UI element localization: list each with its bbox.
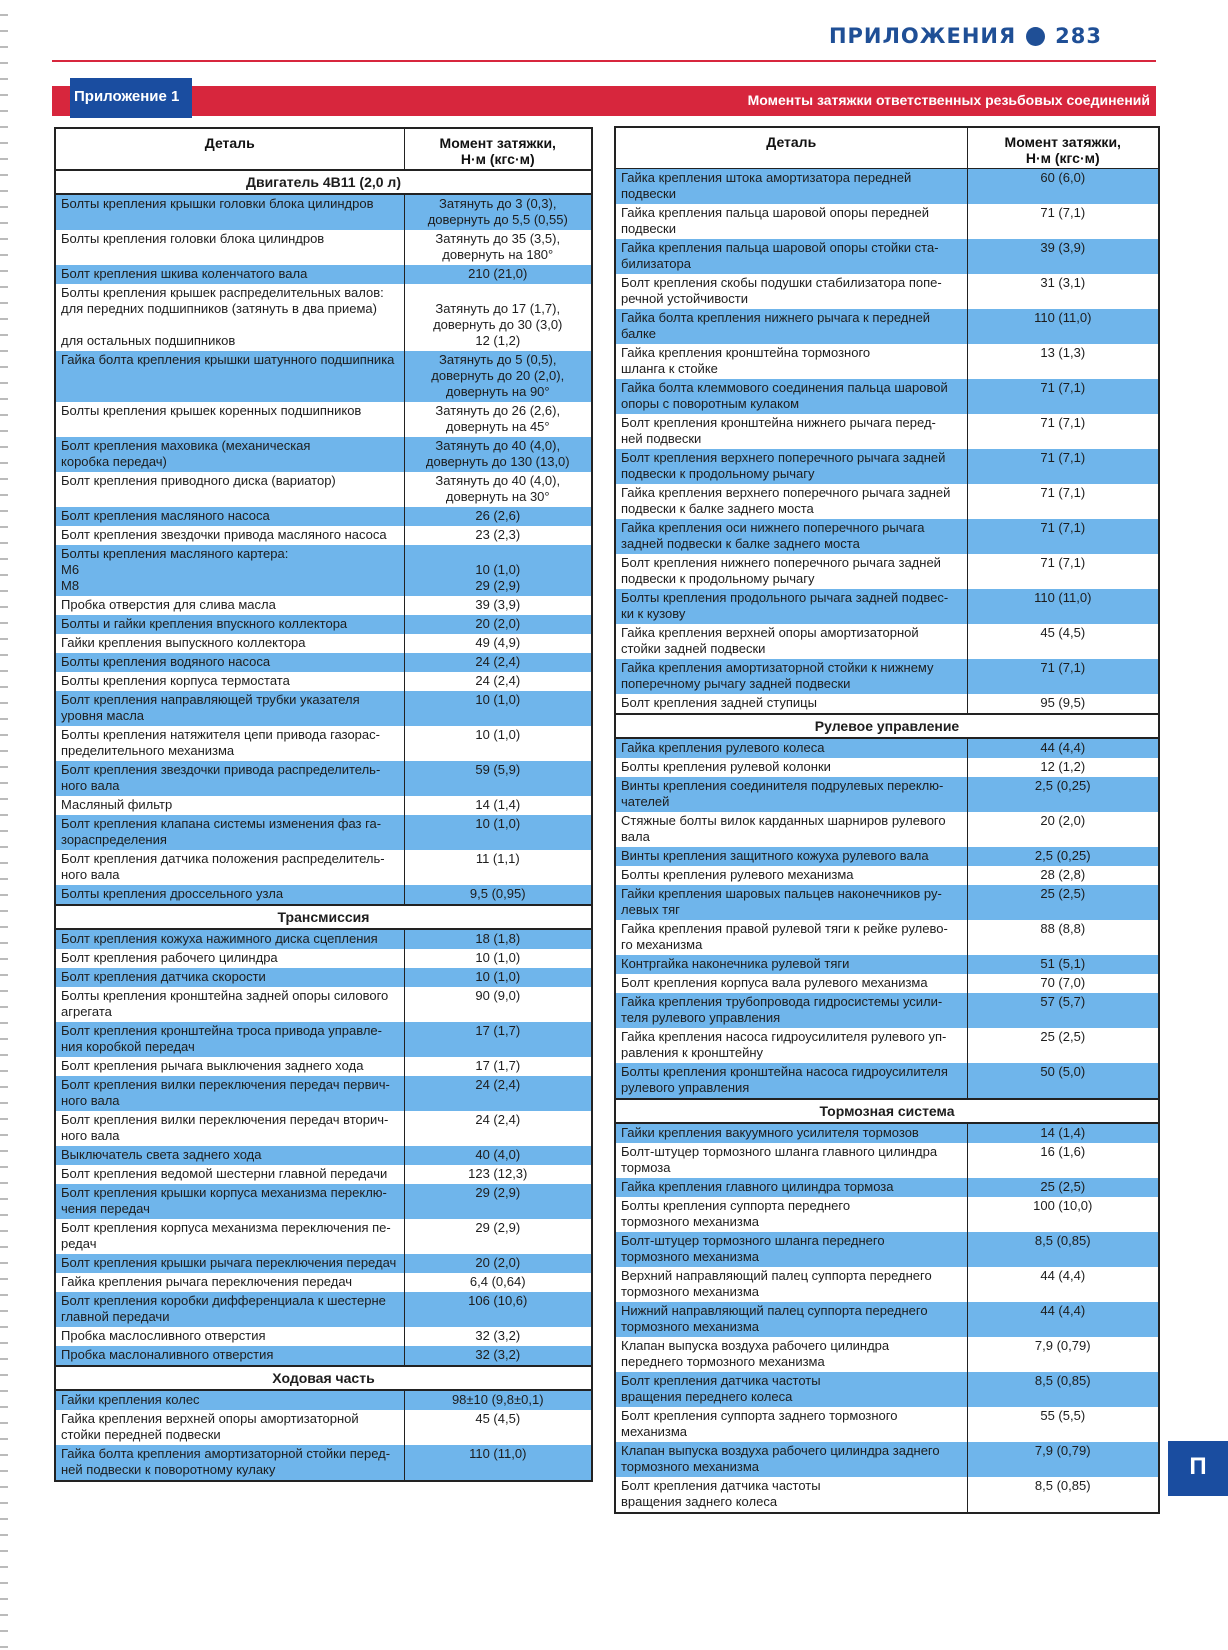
detail-cell: Гайка болта крепления крышки шатунного подшипника <box>55 351 404 402</box>
detail-cell: Гайка крепления кронштейна тормозного шланга к стойке <box>615 344 967 379</box>
detail-cell: Пробка маслосливного отверстия <box>55 1327 404 1346</box>
detail-cell: Верхний направляющий палец суппорта переднего тормозного механизма <box>615 1267 967 1302</box>
table-row <box>615 1372 1159 1407</box>
table-row <box>55 1327 592 1346</box>
torque-cell: 32 (3,2) <box>404 1346 592 1366</box>
torque-cell: 10 (1,0) <box>404 968 592 987</box>
detail-cell: Гайка крепления амортизаторной стойки к нижнему поперечному рычагу задней подвески <box>615 659 967 694</box>
table-row <box>55 1292 592 1327</box>
table-row <box>615 993 1159 1028</box>
detail-cell: Болт крепления суппорта заднего тормозного механизма <box>615 1407 967 1442</box>
section-heading: Трансмиссия <box>55 905 592 929</box>
detail-cell: Болт крепления крышки рычага переключения передач <box>55 1254 404 1273</box>
torque-cell: 18 (1,8) <box>404 929 592 949</box>
detail-cell: Болты крепления рулевого механизма <box>615 866 967 885</box>
detail-cell: Болт-штуцер тормозного шланга переднего тормозного механизма <box>615 1232 967 1267</box>
table-row <box>55 1254 592 1273</box>
table-row <box>55 634 592 653</box>
torque-cell: 20 (2,0) <box>404 1254 592 1273</box>
table-row <box>55 796 592 815</box>
torque-cell: 110 (11,0) <box>404 1445 592 1481</box>
detail-cell: Болт крепления вилки переключения передач первич- ного вала <box>55 1076 404 1111</box>
detail-cell: Гайка крепления штока амортизатора передней подвески <box>615 169 967 205</box>
torque-cell: 59 (5,9) <box>404 761 592 796</box>
table-row <box>55 402 592 437</box>
table-row <box>615 694 1159 714</box>
torque-cell: 110 (11,0) <box>967 589 1159 624</box>
torque-cell: 51 (5,1) <box>967 955 1159 974</box>
table-row <box>55 1273 592 1292</box>
table-row <box>615 484 1159 519</box>
torque-cell: 57 (5,7) <box>967 993 1159 1028</box>
detail-cell: Гайки крепления шаровых пальцев наконечников ру- левых тяг <box>615 885 967 920</box>
detail-cell: Болт крепления нижнего поперечного рычага задней подвески к продольному рычагу <box>615 554 967 589</box>
appendix-title: Моменты затяжки ответственных резьбовых соединений <box>747 92 1150 108</box>
column-header-detail: Деталь <box>55 128 404 170</box>
torque-cell: 25 (2,5) <box>967 1028 1159 1063</box>
table-row <box>55 351 592 402</box>
torque-cell: 17 (1,7) <box>404 1057 592 1076</box>
table-row <box>55 1146 592 1165</box>
detail-cell: Контргайка наконечника рулевой тяги <box>615 955 967 974</box>
detail-cell: Болты крепления корпуса термостата <box>55 672 404 691</box>
torque-cell: 40 (4,0) <box>404 1146 592 1165</box>
torque-cell: 71 (7,1) <box>967 379 1159 414</box>
table-row <box>55 545 592 596</box>
detail-cell: Гайки крепления колес <box>55 1390 404 1410</box>
torque-cell: 26 (2,6) <box>404 507 592 526</box>
torque-cell: 88 (8,8) <box>967 920 1159 955</box>
torque-cell: 71 (7,1) <box>967 519 1159 554</box>
section-heading: Тормозная система <box>615 1099 1159 1123</box>
table-row <box>55 1057 592 1076</box>
torque-table-left <box>54 127 593 1482</box>
table-row <box>615 1267 1159 1302</box>
detail-cell: Болт крепления крышки корпуса механизма переклю- чения передач <box>55 1184 404 1219</box>
torque-cell: 11 (1,1) <box>404 850 592 885</box>
torque-cell: 98±10 (9,8±0,1) <box>404 1390 592 1410</box>
torque-cell: 210 (21,0) <box>404 265 592 284</box>
table-row <box>615 344 1159 379</box>
detail-cell: Болт крепления масляного насоса <box>55 507 404 526</box>
torque-cell: 32 (3,2) <box>404 1327 592 1346</box>
table-row <box>55 815 592 850</box>
detail-cell: Болты крепления рулевой колонки <box>615 758 967 777</box>
table-row <box>615 758 1159 777</box>
torque-cell: Затянуть до 40 (4,0), довернуть до 130 (13,0) <box>404 437 592 472</box>
table-row <box>615 1178 1159 1197</box>
torque-cell: 71 (7,1) <box>967 484 1159 519</box>
torque-header-line1: Момент затяжки, <box>1004 134 1121 150</box>
detail-cell: Болты крепления кронштейна насоса гидроусилителя рулевого управления <box>615 1063 967 1099</box>
torque-cell: 13 (1,3) <box>967 344 1159 379</box>
detail-cell: Пробка маслоналивного отверстия <box>55 1346 404 1366</box>
detail-cell: Гайка крепления трубопровода гидросистемы усили- теля рулевого управления <box>615 993 967 1028</box>
torque-cell: 31 (3,1) <box>967 274 1159 309</box>
table-row <box>55 1184 592 1219</box>
torque-cell: 6,4 (0,64) <box>404 1273 592 1292</box>
torque-cell: 44 (4,4) <box>967 1267 1159 1302</box>
table-row <box>615 519 1159 554</box>
torque-cell: 8,5 (0,85) <box>967 1372 1159 1407</box>
table-row <box>55 1111 592 1146</box>
torque-header-line1: Момент затяжки, <box>439 135 556 151</box>
torque-cell: 24 (2,4) <box>404 653 592 672</box>
torque-cell: 29 (2,9) <box>404 1184 592 1219</box>
table-row <box>615 974 1159 993</box>
table-row <box>615 955 1159 974</box>
table-row <box>55 1076 592 1111</box>
table-row <box>615 1197 1159 1232</box>
torque-cell: 45 (4,5) <box>967 624 1159 659</box>
page-number: 283 <box>1055 24 1102 48</box>
torque-cell: 14 (1,4) <box>404 796 592 815</box>
table-row <box>615 1477 1159 1513</box>
torque-cell: 110 (11,0) <box>967 309 1159 344</box>
torque-cell: 10 (1,0) <box>404 726 592 761</box>
detail-cell: Гайка крепления верхнего поперечного рычага задней подвески к балке заднего моста <box>615 484 967 519</box>
torque-cell: Затянуть до 35 (3,5), довернуть на 180° <box>404 230 592 265</box>
detail-cell: Гайки крепления вакуумного усилителя тормозов <box>615 1123 967 1143</box>
table-row <box>615 554 1159 589</box>
detail-cell: Болты крепления крышки головки блока цилиндров <box>55 194 404 230</box>
torque-header-line2: Н·м (кгс·м) <box>460 151 535 167</box>
torque-cell: 44 (4,4) <box>967 738 1159 758</box>
detail-cell: Болт крепления задней ступицы <box>615 694 967 714</box>
bullet-icon <box>1026 27 1045 46</box>
table-row <box>615 1442 1159 1477</box>
table-row <box>55 885 592 905</box>
torque-cell: 20 (2,0) <box>967 812 1159 847</box>
table-row <box>55 1165 592 1184</box>
column-header-torque <box>404 128 592 170</box>
torque-cell: 10 (1,0) <box>404 691 592 726</box>
detail-cell: Винты крепления соединителя подрулевых переклю- чателей <box>615 777 967 812</box>
detail-cell: Болт крепления маховика (механическая коробка передач) <box>55 437 404 472</box>
section-heading-row <box>55 905 592 929</box>
table-row <box>615 1337 1159 1372</box>
section-title: ПРИЛОЖЕНИЯ <box>828 24 1017 48</box>
torque-cell: 49 (4,9) <box>404 634 592 653</box>
detail-cell: Болт-штуцер тормозного шланга главного цилиндра тормоза <box>615 1143 967 1178</box>
table-row <box>55 596 592 615</box>
torque-cell: 71 (7,1) <box>967 414 1159 449</box>
table-row <box>55 194 592 230</box>
table-row <box>55 653 592 672</box>
table-row <box>55 1022 592 1057</box>
table-row <box>55 726 592 761</box>
table-row <box>615 204 1159 239</box>
detail-cell: Болт крепления коробки дифференциала к шестерне главной передачи <box>55 1292 404 1327</box>
header-rule <box>52 60 1156 62</box>
table-row <box>55 437 592 472</box>
torque-cell: 24 (2,4) <box>404 1076 592 1111</box>
section-heading: Рулевое управление <box>615 714 1159 738</box>
torque-cell: 71 (7,1) <box>967 204 1159 239</box>
detail-cell: Болты крепления дроссельного узла <box>55 885 404 905</box>
torque-cell: 70 (7,0) <box>967 974 1159 993</box>
detail-cell: Болты крепления кронштейна задней опоры силового агрегата <box>55 987 404 1022</box>
table-row <box>55 1219 592 1254</box>
detail-cell: Масляный фильтр <box>55 796 404 815</box>
table-row <box>615 309 1159 344</box>
table-row <box>615 379 1159 414</box>
detail-cell: Выключатель света заднего хода <box>55 1146 404 1165</box>
detail-cell: Болт крепления кожуха нажимного диска сцепления <box>55 929 404 949</box>
detail-cell: Болты крепления крышек распределительных валов: для передних подшипников (затянуть в два приема) для остальных подшипников <box>55 284 404 351</box>
table-row <box>615 449 1159 484</box>
table-row <box>55 1390 592 1410</box>
detail-cell: Болты крепления продольного рычага задней подвес- ки к кузову <box>615 589 967 624</box>
table-row <box>55 507 592 526</box>
torque-cell: 55 (5,5) <box>967 1407 1159 1442</box>
detail-cell: Болт крепления направляющей трубки указателя уровня масла <box>55 691 404 726</box>
torque-cell: 9,5 (0,95) <box>404 885 592 905</box>
table-row <box>615 169 1159 205</box>
detail-cell: Болты крепления натяжителя цепи привода газорас- пределительного механизма <box>55 726 404 761</box>
detail-cell: Болты и гайки крепления впускного коллектора <box>55 615 404 634</box>
appendix-tab: Приложение 1 <box>70 78 192 118</box>
table-row <box>55 691 592 726</box>
torque-cell: Затянуть до 17 (1,7), довернуть до 30 (3,0) 12 (1,2) <box>404 284 592 351</box>
torque-cell: 10 (1,0) <box>404 815 592 850</box>
table-row <box>615 239 1159 274</box>
table-row <box>615 1028 1159 1063</box>
detail-cell: Гайка крепления пальца шаровой опоры передней подвески <box>615 204 967 239</box>
section-heading-row <box>615 1099 1159 1123</box>
detail-cell: Болт крепления звездочки привода распределитель- ного вала <box>55 761 404 796</box>
table-row <box>55 265 592 284</box>
detail-cell: Болт крепления вилки переключения передач вторич- ного вала <box>55 1111 404 1146</box>
detail-cell: Болт крепления клапана системы изменения фаз га- зораспределения <box>55 815 404 850</box>
table-row <box>615 1232 1159 1267</box>
table-row <box>615 920 1159 955</box>
table-row <box>55 949 592 968</box>
table-row <box>615 659 1159 694</box>
torque-cell: 8,5 (0,85) <box>967 1232 1159 1267</box>
table-row <box>55 929 592 949</box>
detail-cell: Гайка крепления рулевого колеса <box>615 738 967 758</box>
table-row <box>615 414 1159 449</box>
detail-cell: Винты крепления защитного кожуха рулевого вала <box>615 847 967 866</box>
detail-cell: Болт крепления звездочки привода масляного насоса <box>55 526 404 545</box>
detail-cell: Гайка болта крепления амортизаторной стойки перед- ней подвески к поворотному кулаку <box>55 1445 404 1481</box>
detail-cell: Болт крепления верхнего поперечного рычага задней подвески к продольному рычагу <box>615 449 967 484</box>
torque-cell: 71 (7,1) <box>967 659 1159 694</box>
detail-cell: Болт крепления датчика положения распределитель- ного вала <box>55 850 404 885</box>
table-row <box>55 1410 592 1445</box>
torque-cell: 29 (2,9) <box>404 1219 592 1254</box>
section-heading: Двигатель 4В11 (2,0 л) <box>55 170 592 194</box>
column-header-torque <box>967 127 1159 169</box>
torque-cell: 44 (4,4) <box>967 1302 1159 1337</box>
torque-cell: 12 (1,2) <box>967 758 1159 777</box>
section-heading-row <box>55 1366 592 1390</box>
torque-cell: 71 (7,1) <box>967 554 1159 589</box>
table-row <box>615 738 1159 758</box>
table-row <box>615 777 1159 812</box>
torque-cell: 106 (10,6) <box>404 1292 592 1327</box>
detail-cell: Пробка отверстия для слива масла <box>55 596 404 615</box>
section-heading-row <box>55 170 592 194</box>
table-row <box>615 624 1159 659</box>
table-row <box>55 987 592 1022</box>
detail-cell: Болт крепления датчика частоты вращения переднего колеса <box>615 1372 967 1407</box>
detail-cell: Гайка болта клеммового соединения пальца шаровой опоры с поворотным кулаком <box>615 379 967 414</box>
torque-cell: 50 (5,0) <box>967 1063 1159 1099</box>
torque-cell: 39 (3,9) <box>967 239 1159 274</box>
table-row <box>55 526 592 545</box>
table-row <box>615 1302 1159 1337</box>
detail-cell: Болты крепления суппорта переднего тормозного механизма <box>615 1197 967 1232</box>
section-heading-row <box>615 714 1159 738</box>
torque-cell: Затянуть до 26 (2,6), довернуть на 45° <box>404 402 592 437</box>
torque-cell: 45 (4,5) <box>404 1410 592 1445</box>
table-row <box>615 1407 1159 1442</box>
detail-cell: Болт крепления кронштейна нижнего рычага перед- ней подвески <box>615 414 967 449</box>
torque-cell: 25 (2,5) <box>967 885 1159 920</box>
torque-cell: 16 (1,6) <box>967 1143 1159 1178</box>
table-row <box>55 850 592 885</box>
detail-cell: Болт крепления шкива коленчатого вала <box>55 265 404 284</box>
torque-cell: 95 (9,5) <box>967 694 1159 714</box>
detail-cell: Гайка крепления оси нижнего поперечного рычага задней подвески к балке заднего моста <box>615 519 967 554</box>
torque-cell: Затянуть до 3 (0,3), довернуть до 5,5 (0,55) <box>404 194 592 230</box>
detail-cell: Гайка крепления главного цилиндра тормоза <box>615 1178 967 1197</box>
section-tab: П <box>1168 1441 1228 1496</box>
torque-cell: 25 (2,5) <box>967 1178 1159 1197</box>
table-row <box>55 615 592 634</box>
torque-cell: 39 (3,9) <box>404 596 592 615</box>
detail-cell: Гайка крепления пальца шаровой опоры стойки ста- билизатора <box>615 239 967 274</box>
torque-cell: 71 (7,1) <box>967 449 1159 484</box>
detail-cell: Гайка крепления верхней опоры амортизаторной стойки задней подвески <box>615 624 967 659</box>
detail-cell: Болты крепления водяного насоса <box>55 653 404 672</box>
detail-cell: Болты крепления головки блока цилиндров <box>55 230 404 265</box>
table-row <box>615 847 1159 866</box>
torque-cell: Затянуть до 5 (0,5), довернуть до 20 (2,0), довернуть на 90° <box>404 351 592 402</box>
table-row <box>55 1346 592 1366</box>
torque-cell: Затянуть до 40 (4,0), довернуть на 30° <box>404 472 592 507</box>
detail-cell: Стяжные болты вилок карданных шарниров рулевого вала <box>615 812 967 847</box>
detail-cell: Болт крепления рабочего цилиндра <box>55 949 404 968</box>
torque-cell: 2,5 (0,25) <box>967 847 1159 866</box>
detail-cell: Болт крепления рычага выключения заднего хода <box>55 1057 404 1076</box>
table-row <box>615 589 1159 624</box>
torque-cell: 90 (9,0) <box>404 987 592 1022</box>
torque-cell: 2,5 (0,25) <box>967 777 1159 812</box>
torque-cell: 100 (10,0) <box>967 1197 1159 1232</box>
torque-cell: 7,9 (0,79) <box>967 1337 1159 1372</box>
table-row <box>55 1445 592 1481</box>
detail-cell: Болт крепления датчика скорости <box>55 968 404 987</box>
detail-cell: Болт крепления корпуса механизма переключения пе- редач <box>55 1219 404 1254</box>
table-row <box>55 472 592 507</box>
detail-cell: Болт крепления ведомой шестерни главной передачи <box>55 1165 404 1184</box>
torque-cell: 17 (1,7) <box>404 1022 592 1057</box>
detail-cell: Болт крепления кронштейна троса привода управле- ния коробкой передач <box>55 1022 404 1057</box>
torque-cell: 24 (2,4) <box>404 672 592 691</box>
table-row <box>55 230 592 265</box>
binder-edge <box>0 0 8 1650</box>
torque-table-right <box>614 126 1160 1514</box>
torque-cell: 14 (1,4) <box>967 1123 1159 1143</box>
table-row <box>55 672 592 691</box>
column-header-detail: Деталь <box>615 127 967 169</box>
detail-cell: Гайка крепления насоса гидроусилителя рулевого уп- равления к кронштейну <box>615 1028 967 1063</box>
detail-cell: Болт крепления датчика частоты вращения заднего колеса <box>615 1477 967 1513</box>
torque-header-line2: Н·м (кгс·м) <box>1025 150 1100 166</box>
detail-cell: Болт крепления приводного диска (вариатор) <box>55 472 404 507</box>
torque-cell: 123 (12,3) <box>404 1165 592 1184</box>
detail-cell: Нижний направляющий палец суппорта переднего тормозного механизма <box>615 1302 967 1337</box>
detail-cell: Клапан выпуска воздуха рабочего цилиндра заднего тормозного механизма <box>615 1442 967 1477</box>
table-row <box>55 968 592 987</box>
detail-cell: Болты крепления крышек коренных подшипников <box>55 402 404 437</box>
torque-cell: 60 (6,0) <box>967 169 1159 205</box>
table-row <box>55 761 592 796</box>
torque-cell: 7,9 (0,79) <box>967 1442 1159 1477</box>
table-row <box>615 1143 1159 1178</box>
table-row <box>615 812 1159 847</box>
table-row <box>615 866 1159 885</box>
detail-cell: Болт крепления скобы подушки стабилизатора попе- речной устойчивости <box>615 274 967 309</box>
table-row <box>615 1123 1159 1143</box>
detail-cell: Болт крепления корпуса вала рулевого механизма <box>615 974 967 993</box>
torque-cell: 10 (1,0) <box>404 949 592 968</box>
detail-cell: Гайки крепления выпускного коллектора <box>55 634 404 653</box>
detail-cell: Гайка болта крепления нижнего рычага к передней балке <box>615 309 967 344</box>
torque-cell: 20 (2,0) <box>404 615 592 634</box>
detail-cell: Гайка крепления рычага переключения передач <box>55 1273 404 1292</box>
table-row <box>615 1063 1159 1099</box>
torque-cell: 23 (2,3) <box>404 526 592 545</box>
torque-cell: 10 (1,0) 29 (2,9) <box>404 545 592 596</box>
torque-cell: 24 (2,4) <box>404 1111 592 1146</box>
running-header <box>829 24 1102 48</box>
torque-cell: 28 (2,8) <box>967 866 1159 885</box>
detail-cell: Гайка крепления правой рулевой тяги к рейке рулево- го механизма <box>615 920 967 955</box>
torque-cell: 8,5 (0,85) <box>967 1477 1159 1513</box>
table-row <box>615 274 1159 309</box>
detail-cell: Гайка крепления верхней опоры амортизаторной стойки передней подвески <box>55 1410 404 1445</box>
detail-cell: Болты крепления масляного картера: М6 М8 <box>55 545 404 596</box>
table-row <box>615 885 1159 920</box>
table-row <box>55 284 592 351</box>
section-heading: Ходовая часть <box>55 1366 592 1390</box>
detail-cell: Клапан выпуска воздуха рабочего цилиндра переднего тормозного механизма <box>615 1337 967 1372</box>
